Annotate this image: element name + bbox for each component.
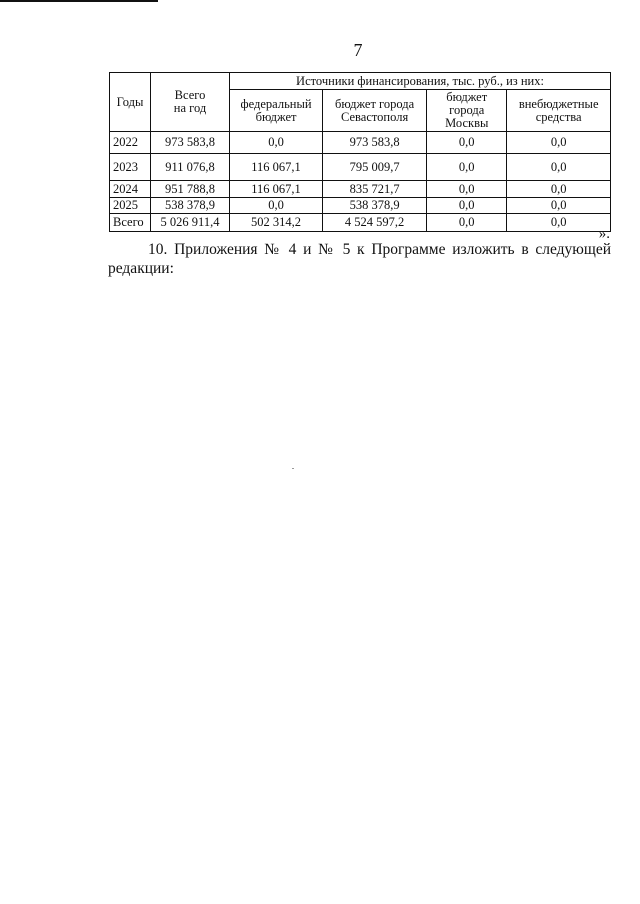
cell-extrabudget: 0,0 [507,132,611,154]
cell-sevastopol: 538 378,9 [323,198,427,214]
cell-extrabudget: 0,0 [507,214,611,232]
header-total: Всего на год [151,73,230,132]
header-moscow: бюджет города Москвы [427,90,507,132]
cell-moscow: 0,0 [427,154,507,181]
financing-table [109,72,611,232]
cell-federal: 116 067,1 [230,154,323,181]
cell-extrabudget: 0,0 [507,154,611,181]
cell-sevastopol: 835 721,7 [323,181,427,198]
cell-year: 2024 [110,181,151,198]
header-sources: Источники финансирования, тыс. руб., из них: [230,73,611,90]
cell-year: 2022 [110,132,151,154]
header-sevastopol: бюджет города Севастополя [323,90,427,132]
header-years: Годы [110,73,151,132]
cell-year: 2025 [110,198,151,214]
cell-sevastopol: 4 524 597,2 [323,214,427,232]
table-row [110,132,611,154]
cell-total: 973 583,8 [151,132,230,154]
cell-total: 5 026 911,4 [151,214,230,232]
cell-year: Всего [110,214,151,232]
cell-federal: 0,0 [230,198,323,214]
closing-quote: ». [598,226,610,242]
top-rule [0,0,158,2]
cell-total: 951 788,8 [151,181,230,198]
cell-moscow: 0,0 [427,214,507,232]
cell-sevastopol: 795 009,7 [323,154,427,181]
table-row [110,154,611,181]
cell-extrabudget: 0,0 [507,181,611,198]
cell-moscow: 0,0 [427,181,507,198]
cell-federal: 502 314,2 [230,214,323,232]
table-row-total [110,214,611,232]
header-federal: федеральный бюджет [230,90,323,132]
cell-federal: 0,0 [230,132,323,154]
cell-total: 911 076,8 [151,154,230,181]
cell-sevastopol: 973 583,8 [323,132,427,154]
cell-moscow: 0,0 [427,132,507,154]
cell-federal: 116 067,1 [230,181,323,198]
cell-moscow: 0,0 [427,198,507,214]
scan-speck [292,468,294,469]
page-number: 7 [353,40,363,60]
cell-extrabudget: 0,0 [507,198,611,214]
body-paragraph: 10. Приложения № 4 и № 5 к Программе изложить в следующей редакции: [108,241,611,277]
table-row [110,181,611,198]
cell-year: 2023 [110,154,151,181]
header-extrabudget: внебюджетные средства [507,90,611,132]
cell-total: 538 378,9 [151,198,230,214]
table-row [110,198,611,214]
